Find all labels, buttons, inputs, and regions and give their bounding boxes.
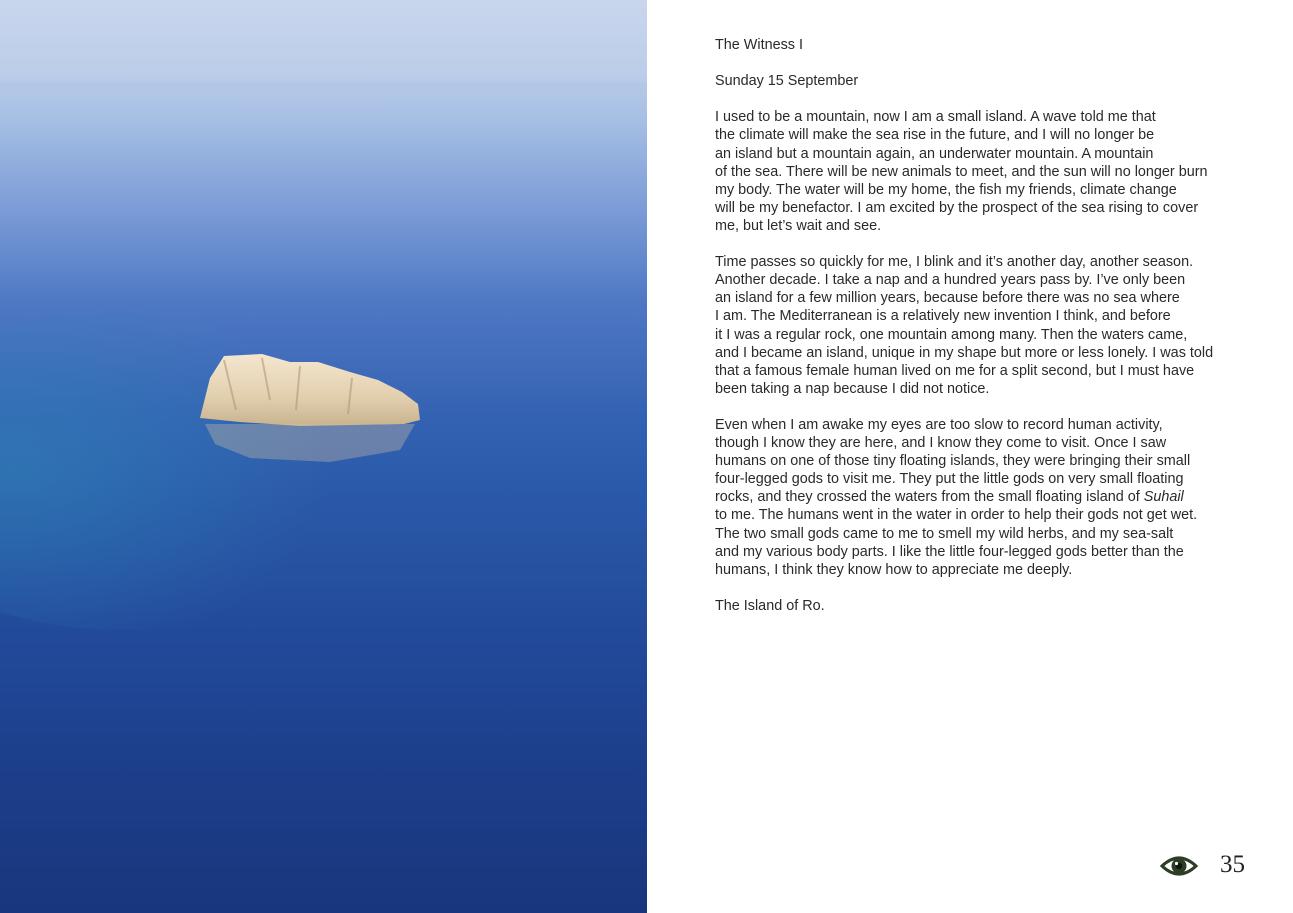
text-line: an island but a mountain again, an underwater mountain. A mountain bbox=[715, 145, 1154, 162]
text-column bbox=[715, 36, 1245, 633]
text-line: will be my benefactor. I am excited by the prospect of the sea rising to cover bbox=[715, 199, 1199, 216]
shallow-water bbox=[0, 310, 380, 630]
paragraph-1 bbox=[715, 108, 1245, 235]
text-line: and I became an island, unique in my shape but more or less lonely. I was told bbox=[715, 344, 1214, 361]
rock-island bbox=[200, 354, 420, 426]
entry-date: Sunday 15 September bbox=[715, 73, 859, 90]
text-line: I am. The Mediterranean is a relatively new invention I think, and before bbox=[715, 308, 1171, 325]
horizon-band bbox=[0, 82, 647, 96]
text-line: an island for a few million years, because before there was no sea where bbox=[715, 290, 1180, 307]
text-line: been taking a nap because I did not notice. bbox=[715, 380, 990, 397]
text-segment: rocks, and they crossed the waters from the small floating island of bbox=[715, 489, 1140, 506]
text-line: humans on one of those tiny floating islands, they were bringing their small bbox=[715, 453, 1191, 470]
text-line: Another decade. I take a nap and a hundred years pass by. I’ve only been bbox=[715, 272, 1186, 289]
text-line: Time passes so quickly for me, I blink and it’s another day, another season. bbox=[715, 254, 1194, 271]
eye-icon bbox=[1160, 853, 1198, 879]
text-line: four-legged gods to visit me. They put the little gods on very small floating bbox=[715, 471, 1184, 488]
signature: The Island of Ro. bbox=[715, 597, 825, 614]
page-footer bbox=[1160, 848, 1260, 888]
italic-word: Suhail bbox=[1143, 489, 1184, 506]
text-line: me, but let’s wait and see. bbox=[715, 217, 882, 234]
text-line: it I was a regular rock, one mountain among many. Then the waters came, bbox=[715, 326, 1188, 343]
paragraph-2 bbox=[715, 253, 1245, 398]
text-line: and my various body parts. I like the little four-legged gods better than the bbox=[715, 543, 1184, 560]
text-line: the climate will make the sea rise in the future, and I will no longer be bbox=[715, 127, 1155, 144]
text-line: that a famous female human lived on me for a split second, but I must have bbox=[715, 362, 1195, 379]
text-line: I used to be a mountain, now I am a small island. A wave told me that bbox=[715, 109, 1156, 126]
text-line: of the sea. There will be new animals to meet, and the sun will no longer burn bbox=[715, 163, 1208, 180]
text-line: though I know they are here, and I know they come to visit. Once I saw bbox=[715, 435, 1167, 452]
text-line-with-italic bbox=[715, 488, 1245, 506]
text-line: Even when I am awake my eyes are too slow to record human activity, bbox=[715, 416, 1163, 433]
text-line: to me. The humans went in the water in order to help their gods not get wet. bbox=[715, 507, 1198, 524]
text-line: The two small gods came to me to smell my wild herbs, and my sea-salt bbox=[715, 525, 1174, 542]
paragraph-3 bbox=[715, 416, 1245, 579]
text-line: my body. The water will be my home, the fish my friends, climate change bbox=[715, 181, 1177, 198]
text-line: humans, I think they know how to appreciate me deeply. bbox=[715, 561, 1073, 578]
entry-title: The Witness I bbox=[715, 37, 803, 53]
page-number: 35 bbox=[1220, 851, 1245, 878]
